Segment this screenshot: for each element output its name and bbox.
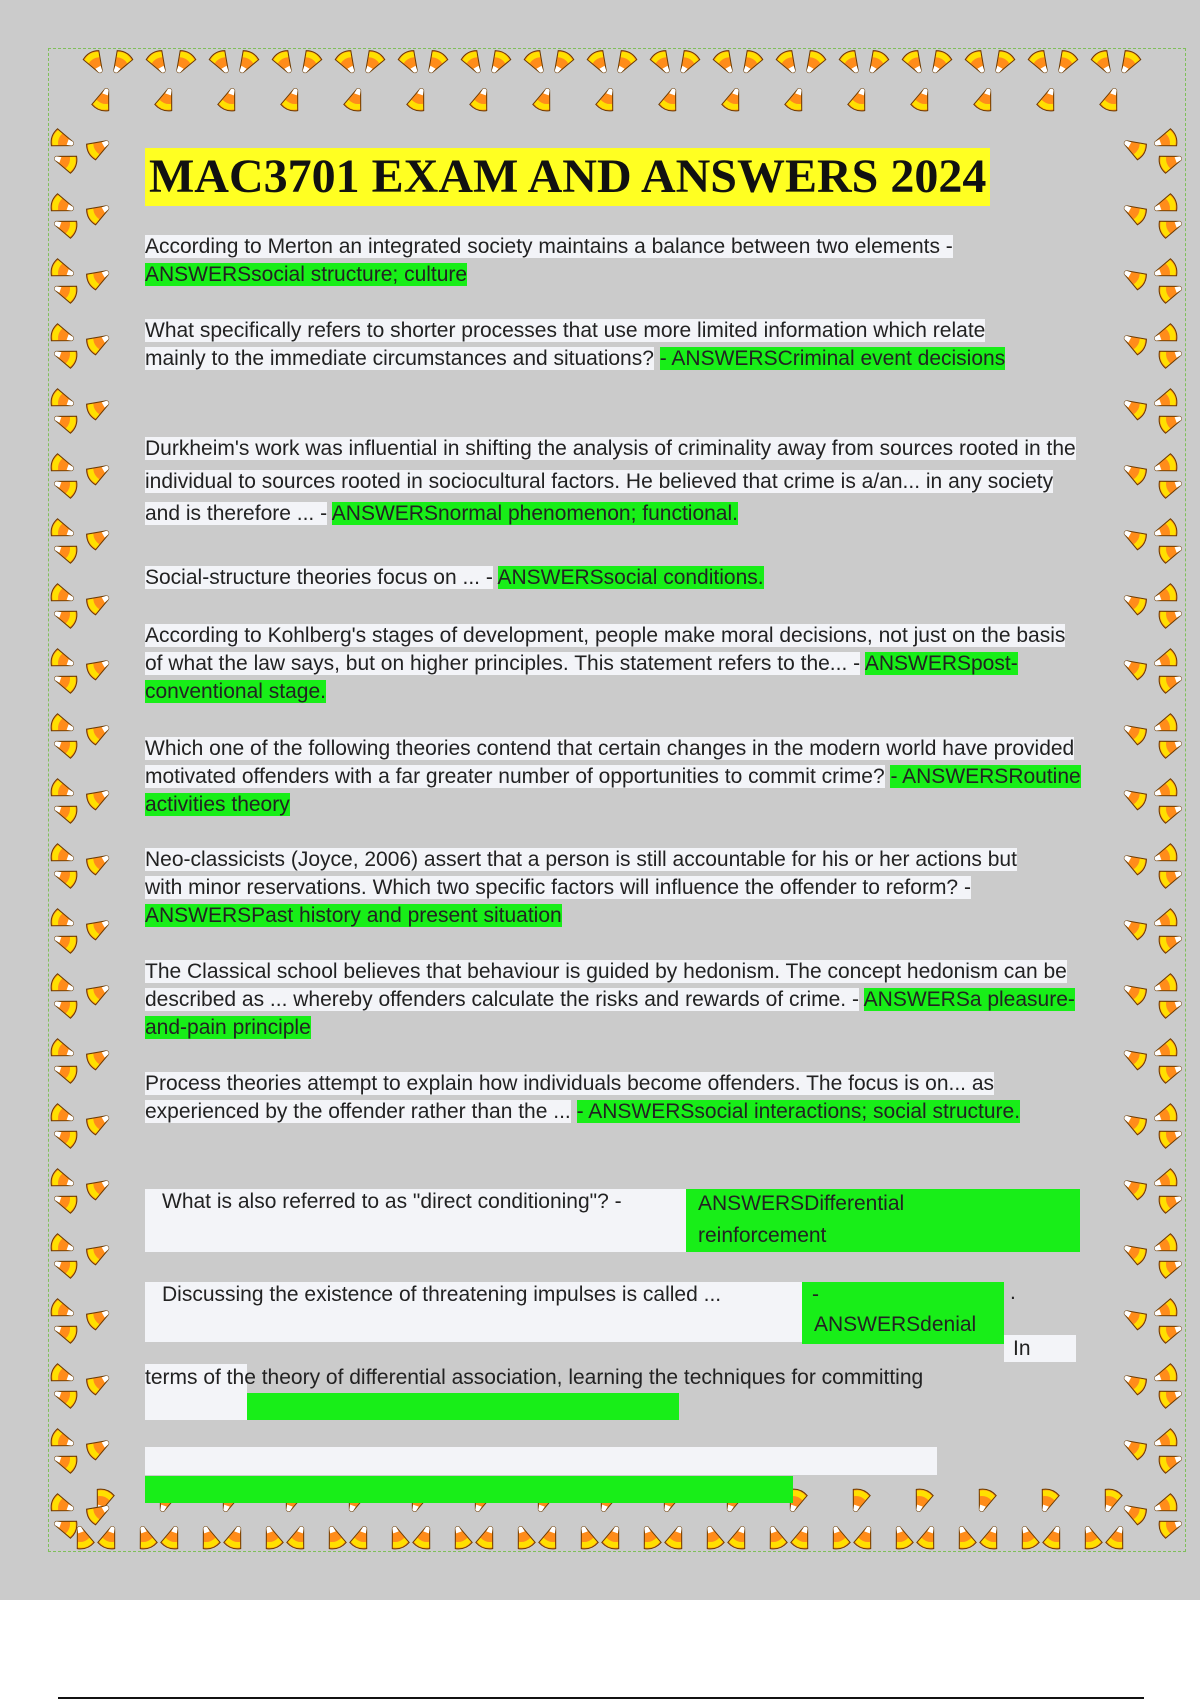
- answer-6: - ANSWERSRoutine activities theory: [145, 765, 1081, 816]
- answer-7: ANSWERSPast history and present situation: [145, 904, 562, 927]
- question-4: Social-structure theories focus on ... -: [145, 566, 493, 589]
- answer-2: - ANSWERSCriminal event decisions: [659, 347, 1006, 370]
- qa-item-3: [145, 433, 1093, 531]
- answer-8: ANSWERSa pleasure-and-pain principle: [145, 988, 1075, 1039]
- question-5: According to Kohlberg's stages of development, people make moral decisions, not just on the basis of what the law says, but on higher principles. This statement refers to the... -: [145, 624, 1066, 675]
- answer-11: ANSWERSdenial: [814, 1313, 977, 1336]
- qa-item-5: [145, 622, 1075, 706]
- answer-11-trailing: .: [1010, 1281, 1016, 1304]
- question-2: What specifically refers to shorter processes that use more limited information which relate mainly to the immediate circumstances and situations?: [145, 319, 986, 370]
- page-title: MAC3701 EXAM AND ANSWERS 2024: [145, 148, 990, 206]
- answer-5: ANSWERSpost-conventional stage.: [145, 652, 1018, 703]
- answer-3: ANSWERSnormal phenomenon; functional.: [331, 502, 738, 525]
- partial-word: In: [1013, 1337, 1031, 1360]
- qa-item-6: [145, 735, 1090, 819]
- answer-11-dash: -: [812, 1283, 819, 1306]
- question-3: Durkheim's work was influential in shifting the analysis of criminality away from sources rooted in the individual to sources rooted in sociocultural factors. He believed that crime is a/an... in any society and is therefore ... -: [145, 437, 1076, 525]
- question-10: What is also referred to as "direct conditioning"? -: [162, 1190, 622, 1213]
- qa-item-7: [145, 846, 1055, 930]
- qa-item-9: [145, 1070, 1080, 1126]
- answer-1: ANSWERSsocial structure; culture: [145, 263, 468, 286]
- empty-answer-row: [145, 1476, 793, 1503]
- question-9: Process theories attempt to explain how individuals become offenders. The focus is on... as experienced by the offender rather than the ...: [145, 1072, 995, 1123]
- answer-10: ANSWERSDifferential reinforcement: [698, 1192, 905, 1247]
- question-8: The Classical school believes that behaviour is guided by hedonism. The concept hedonism can be described as ... whereby offenders calculate the risks and rewards of crime. -: [145, 960, 1067, 1011]
- answer-9: - ANSWERSsocial interactions; social structure.: [576, 1100, 1021, 1123]
- footer-rule: [58, 1697, 1144, 1699]
- question-1: According to Merton an integrated society maintains a balance between two elements -: [145, 235, 953, 258]
- qa-item-8: [145, 958, 1085, 1042]
- qa-item-2: [145, 317, 1045, 373]
- qa-item-4: [145, 564, 1080, 592]
- partial-question: terms of the theory of differential association, learning the techniques for committing: [145, 1366, 924, 1389]
- answer-4: ANSWERSsocial conditions.: [497, 566, 764, 589]
- question-6: Which one of the following theories contend that certain changes in the modern world have provided motivated offenders with a far greater number of opportunities to commit crime?: [145, 737, 1075, 788]
- question-7: Neo-classicists (Joyce, 2006) assert that a person is still accountable for his or her actions but with minor reservations. Which two specific factors will influence the offender to reform? -: [145, 848, 1017, 899]
- empty-row: [145, 1447, 937, 1475]
- partial-answer-cell: [247, 1393, 679, 1420]
- qa-item-1: [145, 233, 1080, 289]
- question-11: Discussing the existence of threatening impulses is called ...: [162, 1283, 722, 1306]
